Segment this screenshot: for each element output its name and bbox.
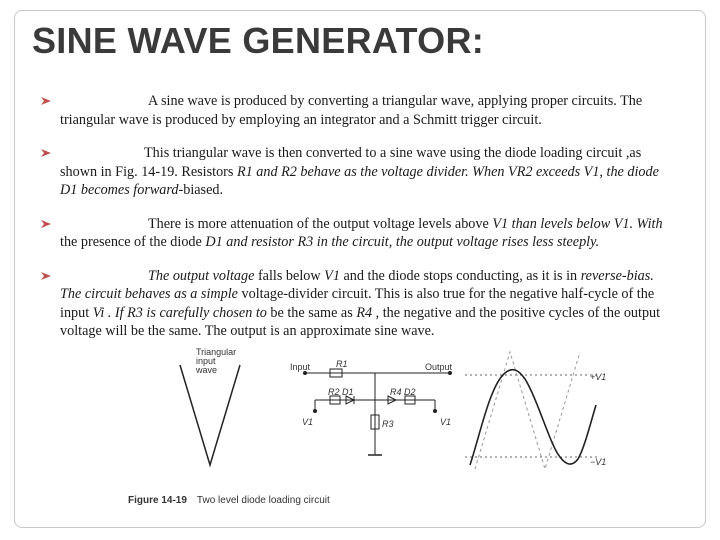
bullet-4 [40,267,678,341]
bullet-4-lead-a: The output voltage [148,267,255,284]
bullet-3-text-b: D1 and resistor R3 in the circuit, the output voltage rises less steeply. [205,234,600,250]
bullet-1-lead: A sine wave is produced by converting a triangular wave, applying proper circuits. [148,93,617,109]
bullet-2-text-c: biased. [183,182,224,198]
slide-title: SINE WAVE GENERATOR: [32,20,485,61]
bullet-list [40,92,678,356]
label-r1: R1 [336,359,348,369]
label-input: Input [290,362,311,372]
bullet-4-text-d: be the same as [266,304,357,321]
output-sine-wave [470,370,596,465]
bullet-2 [40,144,678,200]
label-neg-v1: −V1 [590,457,607,467]
bullet-3 [40,215,678,252]
bullet-arrow-icon [40,219,52,229]
bullet-1-text: The triangular wave is produced by employing an integrator and a Schmitt trigger circuit. [60,93,643,128]
label-pos-v1: +V1 [590,372,607,382]
bullet-3-lead-b: V1 than levels below V1. With [492,215,663,232]
bullet-arrow-icon [40,148,52,158]
label-r4-d2: R4 D2 [390,387,416,397]
bullet-4-lead-c: V1 [324,267,340,284]
triangular-wave [180,365,240,465]
bullet-4-text-a: reverse-bias. The circuit behaves as a simple [60,267,654,302]
bullet-4-text-b: voltage-divider circuit. This is also true for the negative half-cycle of the input [60,286,655,321]
bullet-4-text-e: R4 [356,304,373,321]
bullet-4-lead-d: and the diode stops conducting, as it is in [339,267,578,284]
figure-caption-text: Two level diode loading circuit [196,495,330,506]
figure-14-19 [120,345,620,515]
bullet-arrow-icon [40,271,52,281]
bullet-arrow-icon [40,96,52,106]
figure-caption-number: Figure 14-19 [128,495,187,506]
output-triangle-dashed [475,352,580,469]
bullet-1 [40,92,678,129]
figure-diagram [120,345,620,495]
label-r3: R3 [382,419,394,429]
label-triangular-input: Triangular input wave [196,347,237,375]
label-output: Output [425,362,453,372]
bullet-4-text-f: , the negative and the positive cycles of the output voltage will be the same. The output is an approximate sine wave. [60,304,661,339]
bullet-2-lead: This triangular wave is then converted to a sine wave using the diode loading [144,145,583,161]
label-v1-left: V1 [302,417,314,427]
bullet-3-lead: There is more attenuation of the output voltage levels above [148,215,493,232]
label-r2-d1: R2 D1 [328,387,354,397]
label-v1-right: V1 [440,417,452,427]
figure-caption [128,495,330,506]
bullet-3-text-a: the presence of the diode [60,234,206,250]
bullet-4-text-c: Vi . If R3 is carefully chosen to [92,304,267,321]
bullet-2-text-a: circuit ,as shown in Fig. 14-19. Resistors [60,145,642,180]
bullet-4-lead-b: falls below [254,267,325,284]
bullet-2-text-b: R1 and R2 behave as the voltage divider. When VR2 exceeds V1, the diode D1 becomes forward- [60,163,659,198]
